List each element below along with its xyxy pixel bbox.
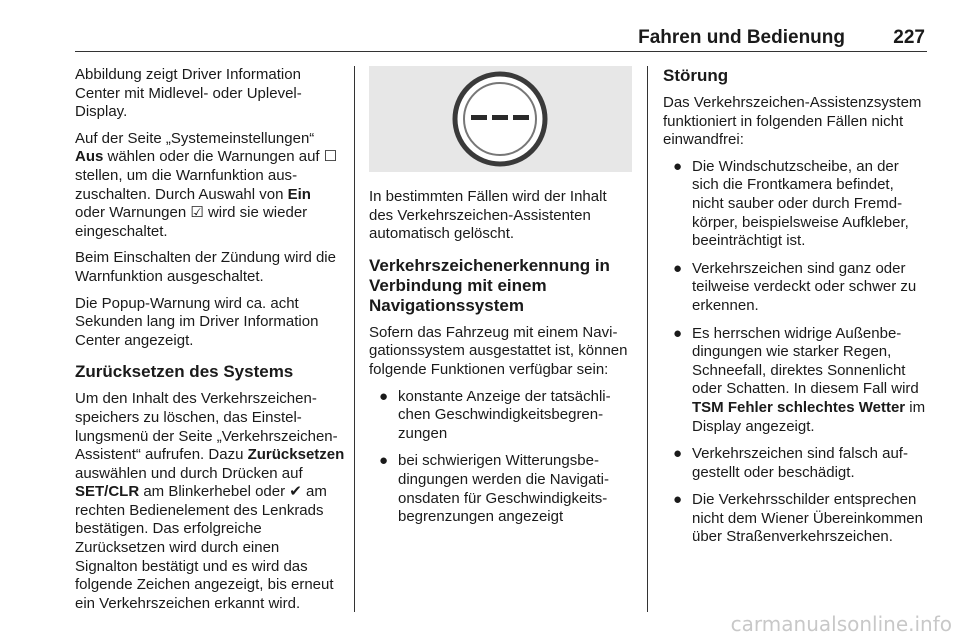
list-item: ● Es herrschen widrige Außenbedingungen wie starker Regen, Schneefall, direktes Sonnenlicht oder Schatten. In diesem Fall wird TSM Fehler schlechtes Wetter im Display angezeigt.	[673, 324, 926, 435]
figure-panel	[369, 66, 632, 172]
page-title: Fahren und Bedienung	[638, 27, 845, 48]
list-item: ● Verkehrszeichen sind ganz oder teilweise verdeckt oder schwer zu erkennen.	[673, 259, 917, 314]
column-left	[75, 66, 345, 621]
paragraph: Die Popup-Warnung wird ca. acht Sekunden lang im Driver Information Center angezeigt.	[75, 294, 319, 349]
paragraph: Das Verkehrszeichen-Assistenzsystem funktioniert in folgenden Fällen nicht einwandfrei:	[663, 94, 922, 149]
paragraph: Um den Inhalt des Verkehrszeichenspeichers zu löschen, das Einstellungsmenü der Seite „Verkehrszeichen-Assistent“ aufrufen. Dazu Zurücksetzen auswählen und durch Drücken auf SET/CLR am Blinkerhebel oder ✔ am rechten Bedienelement des Lenkrads bestätigen. Das erfolgreiche Zurücksetzen wird durch einen Signalton bestätigt und es wird das folgende Zeichen angezeigt, bis erneut ein Verkehrszeichen erkannt wird.	[75, 390, 345, 612]
list-item: ● bei schwierigen Witterungsbedingungen werden die Navigationsdaten für Geschwindigkeitsbegrenzungen angezeigt	[379, 452, 609, 526]
paragraph: In bestimmten Fällen wird der Inhalt des Verkehrszeichen-Assistenten automatisch gelöscht.	[369, 188, 607, 243]
bullet-icon: ●	[673, 324, 683, 342]
bullet-icon: ●	[673, 157, 683, 175]
list-item: ● konstante Anzeige der tatsächlichen Geschwindigkeitsbegrenzungen	[379, 387, 611, 442]
paragraph: Sofern das Fahrzeug mit einem Navigationssystem ausgestattet ist, können folgende Funktionen verfügbar sein:	[369, 323, 628, 378]
column-middle	[369, 66, 634, 536]
paragraph: Beim Einschalten der Zündung wird die Warnfunktion ausgeschaltet.	[75, 249, 336, 285]
bullet-icon: ●	[673, 445, 683, 463]
page-number: 227	[893, 27, 925, 48]
page-header	[75, 27, 927, 52]
list-item: ● Verkehrszeichen sind falsch aufgestellt oder beschädigt.	[673, 445, 908, 481]
list-item: ● Die Windschutzscheibe, an der sich die Frontkamera befindet, nicht sauber oder durch Fremdkörper, beispielsweise Aufkleber, beeinträchtigt ist.	[673, 157, 909, 250]
bullet-icon: ●	[379, 452, 389, 470]
list-item: ● Die Verkehrsschilder entsprechen nicht dem Wiener Übereinkommen über Straßenverkehrszeichen.	[673, 491, 923, 546]
paragraph: Auf der Seite „Systemeinstellungen“ Aus wählen oder die Warnungen auf ☐ stellen, um die Warnfunktion auszuschalten. Durch Auswahl von Ein oder Warnungen ☑ wird sie wieder eingeschaltet.	[75, 129, 338, 240]
speed-limit-end-sign-icon	[451, 70, 549, 168]
column-right	[663, 66, 928, 556]
bullet-list	[663, 158, 928, 547]
paragraph: Abbildung zeigt Driver Information Center mit Midlevel- oder Uplevel-Display.	[75, 66, 302, 121]
section-heading: Zurücksetzen des Systems	[75, 362, 294, 382]
section-heading: Verkehrszeichenerkennung in Verbindung mit einem Navigationssystem	[369, 255, 610, 315]
bullet-icon: ●	[673, 491, 683, 509]
bullet-icon: ●	[673, 259, 683, 277]
column-divider	[647, 66, 648, 612]
bullet-list	[369, 388, 634, 527]
section-heading: Störung	[663, 66, 729, 85]
column-divider	[354, 66, 355, 612]
bullet-icon: ●	[379, 387, 389, 405]
watermark: carmanualsonline.info	[730, 612, 952, 636]
